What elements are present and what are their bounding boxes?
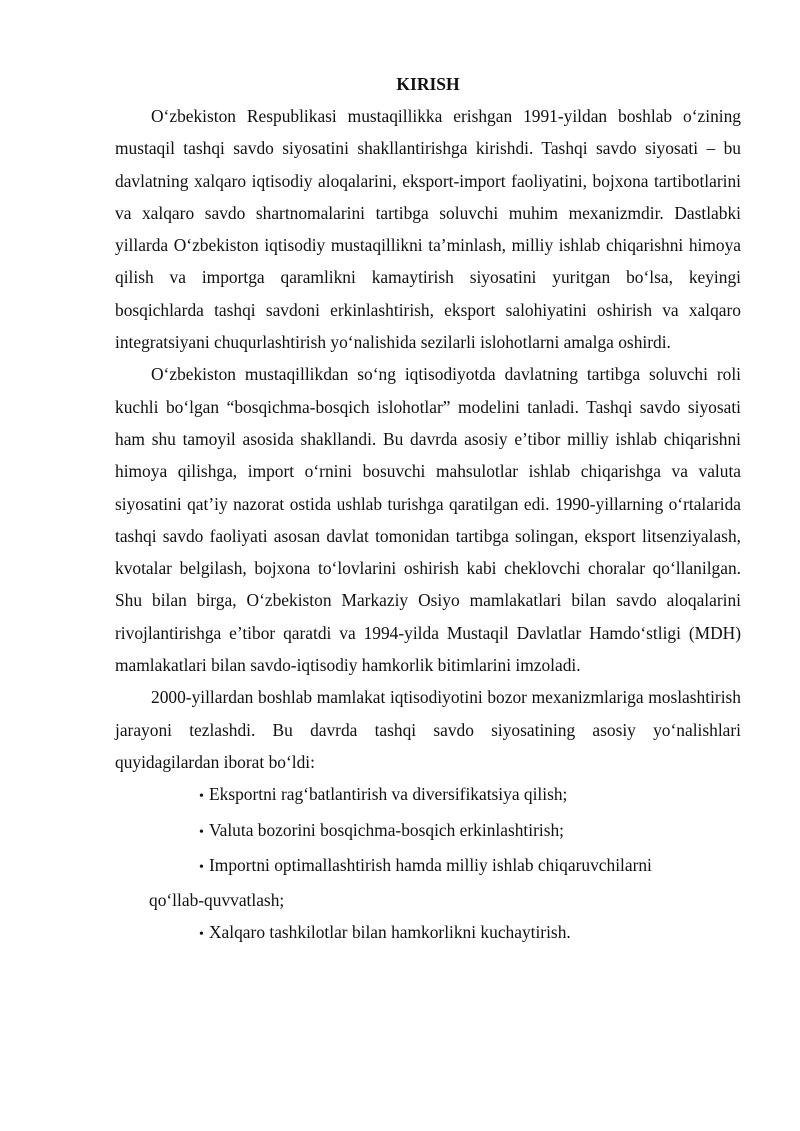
paragraph-3: 2000-yillardan boshlab mamlakat iqtisodiyotini bozor mexanizmlariga moslashtirish jarayoni tezlashdi. Bu davrda tashqi savdo siyosatining asosiy yo‘nalishlari quyidagilardan iborat bo‘ldi: — [115, 687, 741, 772]
paragraph-1: O‘zbekiston Respublikasi mustaqillikka erishgan 1991-yildan boshlab o‘zining mustaqil tashqi savdo siyosatini shakllantirishga kirishdi. Tashqi savdo siyosati – bu davlatning xalqaro iqtisodiy aloqalarini, eksport-import faoliyatini, bojxona tartibotlarini va xalqaro savdo shartnomalarini tartibga soluvchi muhim mexanizmdir. Dastlabki yillarda O‘zbekiston iqtisodiy mustaqillikni ta’minlash, milliy ishlab chiqarishni himoya qilish va importga qaramlikni kamaytirish siyosatini yuritgan bo‘lsa, keyingi bosqichlarda tashqi savdoni erkinlashtirish, eksport salohiyatini oshirish va xalqaro integratsiyani chuqurlashtirish yo‘nalishida sezilarli islohotlarni amalga oshirdi. — [115, 106, 741, 353]
list-item-continuation: qo‘llab-quvvatlash; — [149, 890, 285, 911]
bullet-icon: • — [199, 859, 204, 875]
list-item — [115, 916, 741, 951]
bullet-list — [115, 778, 741, 951]
list-item-text: Xalqaro tashkilotlar bilan hamkorlikni kuchaytirish. — [209, 922, 571, 943]
list-item — [115, 849, 741, 917]
bullet-icon: • — [199, 824, 204, 840]
list-item — [115, 778, 741, 813]
list-item-text: Valuta bozorini bosqichma-bosqich erkinlashtirish; — [209, 819, 564, 840]
list-item-text: Importni optimallashtirish hamda milliy ishlab chiqaruvchilarni — [209, 854, 652, 875]
list-item — [115, 814, 741, 849]
paragraph-2: O‘zbekiston mustaqillikdan so‘ng iqtisodiyotda davlatning tartibga soluvchi roli kuchli bo‘lgan “bosqichma-bosqich islohotlar” modelini tanladi. Tashqi savdo siyosati ham shu tamoyil asosida shakllandi. Bu davrda asosiy e’tibor milliy ishlab chiqarishni himoya qilishga, import o‘rnini bosuvchi mahsulotlar ishlab chiqarishga va valuta siyosatini qat’iy nazorat ostida ushlab turishga qaratilgan edi. 1990-yillarning o‘rtalarida tashqi savdo faoliyati asosan davlat tomonidan tartibga solingan, eksport litsenziyalash, kvotalar belgilash, bojxona to‘lovlarini oshirish kabi cheklovchi choralar qo‘llanilgan. Shu bilan birga, O‘zbekiston Markaziy Osiyo mamlakatlari bilan savdo aloqalarini rivojlantirishga e’tibor qaratdi va 1994-yilda Mustaqil Davlatlar Hamdo‘stligi (MDH) mamlakatlari bilan savdo-iqtisodiy hamkorlik bitimlarini imzoladi. — [115, 364, 741, 676]
document-page — [115, 70, 741, 952]
bullet-icon: • — [199, 927, 204, 943]
document-title: KIRISH — [396, 74, 460, 94]
bullet-icon: • — [199, 789, 204, 805]
list-item-text: Eksportni rag‘batlantirish va diversifikatsiya qilish; — [209, 784, 568, 805]
